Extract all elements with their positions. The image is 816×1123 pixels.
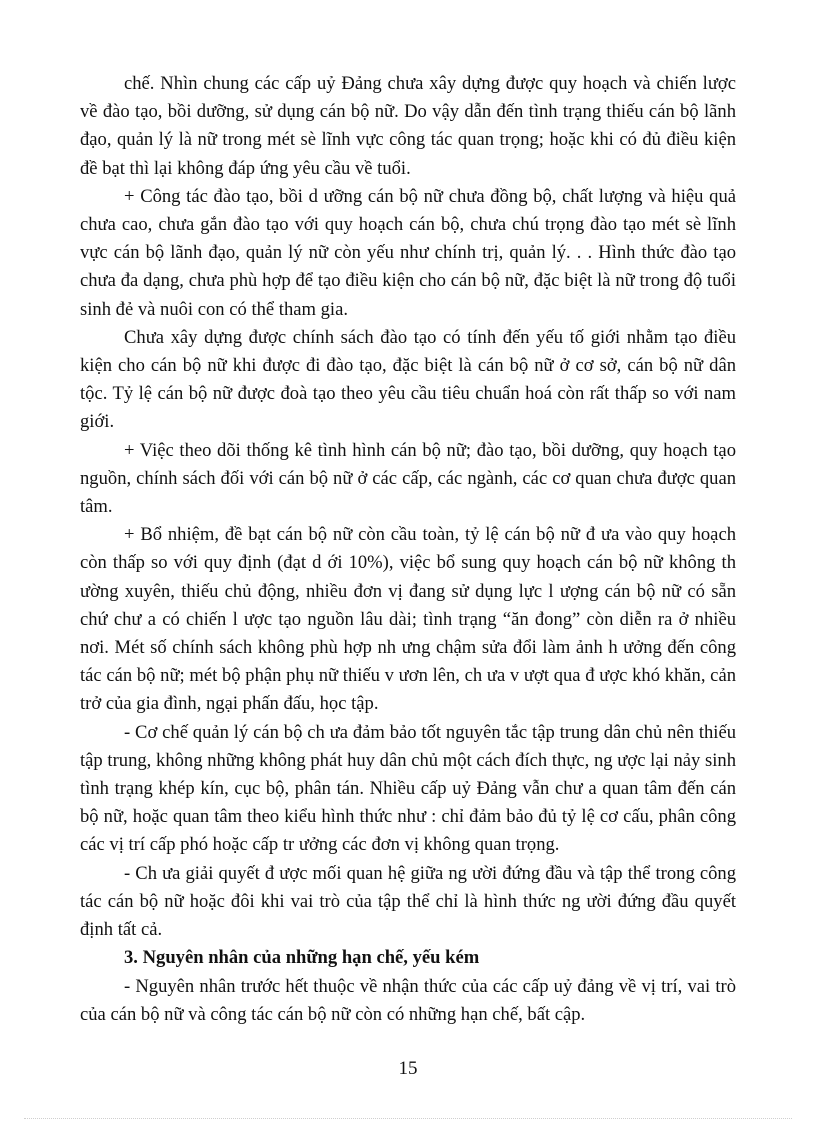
paragraph: + Công tác đào tạo, bồi d ưỡng cán bộ nữ chưa đồng bộ, chất lượng và hiệu quả chưa cao, chưa gắn đào tạo với quy hoạch cán bộ, chưa chú trọng đào tạo mét sè lĩnh vực cán bộ lãnh đạo, quản lý nữ còn yếu như chính trị, quản lý. . . Hình thức đào tạo chưa đa dạng, chưa phù hợp để tạo điều kiện cho cán bộ nữ, đặc biệt là nữ trong độ tuổi sinh đẻ và nuôi con có thể tham gia. [80, 185, 736, 320]
paragraph: Chưa xây dựng được chính sách đào tạo có tính đến yếu tố giới nhằm tạo điều kiện cho cán bộ nữ khi được đi đào tạo, đặc biệt là cán bộ nữ ở cơ sở, cán bộ nữ dân tộc. Tỷ lệ cán bộ nữ được đoà tạo theo yêu cầu tiêu chuẩn hoá còn rất thấp so với nam giới. [80, 326, 736, 433]
page-bottom-divider [24, 1118, 792, 1119]
page-number: 15 [398, 1058, 418, 1079]
paragraph: - Cơ chế quản lý cán bộ ch ưa đảm bảo tốt nguyên tắc tập trung dân chủ nên thiếu tập trung, không những không phát huy dân chủ một cách đích thực, ng ược lại nảy sinh tình trạng khép kín, cục bộ, phân tán. Nhiều cấp uỷ Đảng vẫn chư a quan tâm đến cán bộ nữ, hoặc quan tâm theo kiểu hình thức như : chỉ đảm bảo đủ tỷ lệ cơ cấu, phân công các vị trí cấp phó hoặc cấp tr ưởng các đơn vị không quan trọng. [80, 721, 736, 856]
paragraph: + Việc theo dõi thống kê tình hình cán bộ nữ; đào tạo, bồi dưỡng, quy hoạch tạo nguồn, chính sách đối với cán bộ nữ ở các cấp, các ngành, các cơ quan chưa được quan tâm. [80, 439, 736, 518]
paragraph: + Bổ nhiệm, đề bạt cán bộ nữ còn cầu toàn, tỷ lệ cán bộ nữ đ ưa vào quy hoạch còn thấp so với quy định (đạt d ới 10%), việc bổ sung quy hoạch cán bộ nữ không th ường xuyên, thiếu chủ động, nhiều đơn vị đang sử dụng lực l ượng cán bộ nữ có sẵn chứ chư a có chiến l ược tạo nguồn lâu dài; tình trạng “ăn đong” còn diễn ra ở nhiều nơi. Mét số chính sách không phù hợp nh ưng chậm sửa đổi làm ảnh h ưởng đến công tác cán bộ nữ; mét bộ phận phụ nữ thiếu v ươn lên, ch ưa v ượt qua đ ược khó khăn, cản trở của gia đình, ngại phấn đấu, học tập. [80, 524, 736, 715]
paragraph: - Ch ưa giải quyết đ ược mối quan hệ giữa ng ười đứng đầu và tập thể trong công tác cán bộ nữ hoặc đôi khi vai trò của tập thể chỉ là hình thức ng ười đứng đầu quyết định tất cả. [80, 862, 736, 941]
paragraph: - Nguyên nhân trước hết thuộc về nhận thức của các cấp uỷ đảng về vị trí, vai trò của cán bộ nữ và công tác cán bộ nữ còn có những hạn chế, bất cập. [80, 975, 736, 1025]
section-heading: 3. Nguyên nhân của những hạn chế, yếu kém [124, 947, 480, 969]
document-body [80, 70, 736, 1029]
paragraph: chế. Nhìn chung các cấp uỷ Đảng chưa xây dựng được quy hoạch và chiến lược về đào tạo, bồi dưỡng, sử dụng cán bộ nữ. Do vậy dẫn đến tình trạng thiếu cán bộ lãnh đạo, quản lý là nữ trong mét sè lĩnh vực công tác quan trọng; hoặc khi có đủ điều kiện đề bạt thì lại không đáp ứng yêu cầu về tuổi. [80, 73, 736, 179]
